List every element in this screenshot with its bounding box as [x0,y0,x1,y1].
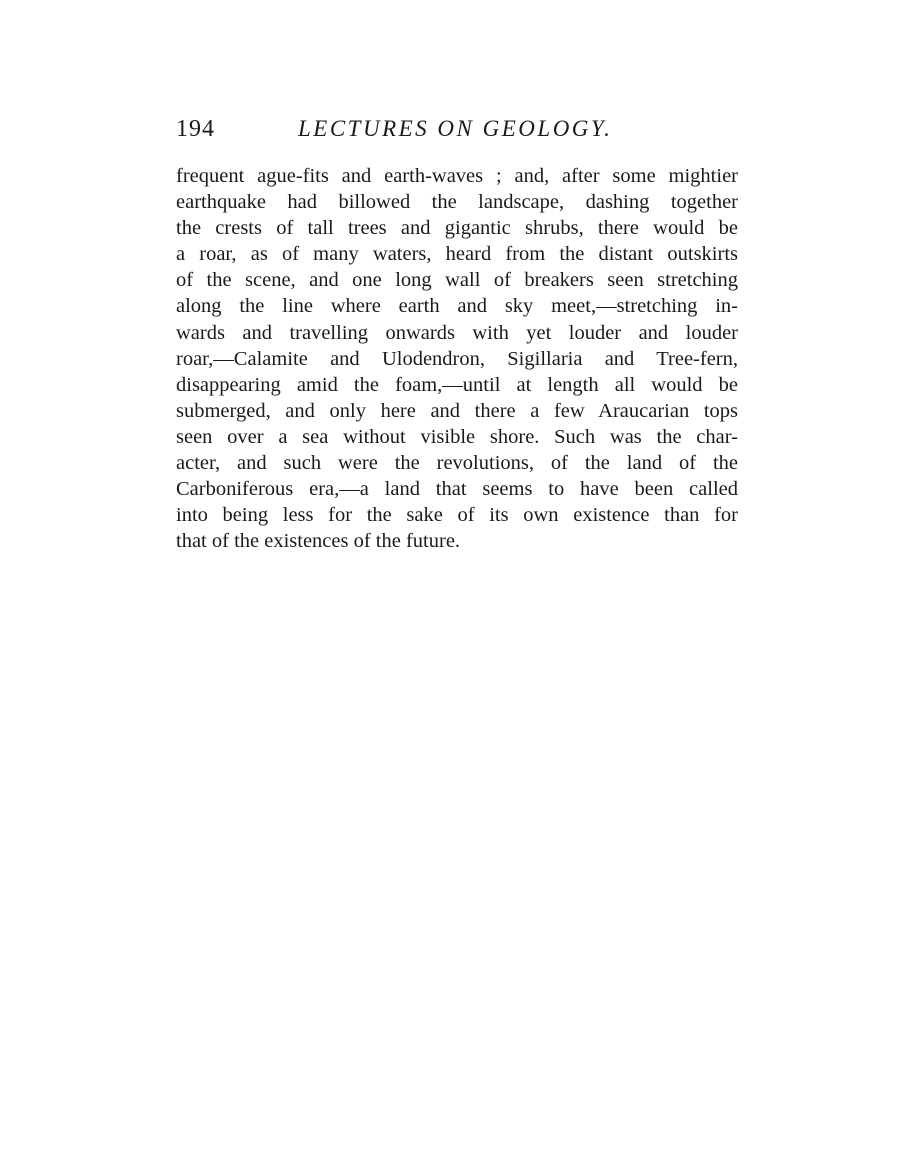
text-line: submerged, and only here and there a few Araucarian tops [176,399,738,422]
text-line: earthquake had billowed the landscape, dashing together [176,191,738,214]
text-line: that of the existences of the future. [176,530,461,553]
running-title: LECTURES ON GEOLOGY. [298,116,613,141]
body-paragraph [176,163,738,554]
page-number: 194 [176,116,215,142]
text-line: wards and travelling onwards with yet louder and louder [176,321,738,344]
text-line: disappearing amid the foam,—until at length all would be [176,373,738,396]
text-line: roar,—Calamite and Ulodendron, Sigillaria and Tree-fern, [176,347,738,370]
text-line: Carboniferous era,—a land that seems to have been called [176,478,738,501]
text-line: into being less for the sake of its own existence than for [176,504,738,527]
text-line: along the line where earth and sky meet,—stretching in- [176,295,738,318]
text-line: acter, and such were the revolutions, of the land of the [176,452,738,475]
running-head [176,116,738,150]
text-line: seen over a sea without visible shore. Such was the char- [176,425,738,448]
text-line: the crests of tall trees and gigantic shrubs, there would be [176,217,738,240]
text-line: frequent ague-fits and earth-waves ; and, after some mightier [176,165,738,187]
text-line: of the scene, and one long wall of breakers seen stretching [176,269,738,292]
text-line: a roar, as of many waters, heard from the distant outskirts [176,243,738,266]
